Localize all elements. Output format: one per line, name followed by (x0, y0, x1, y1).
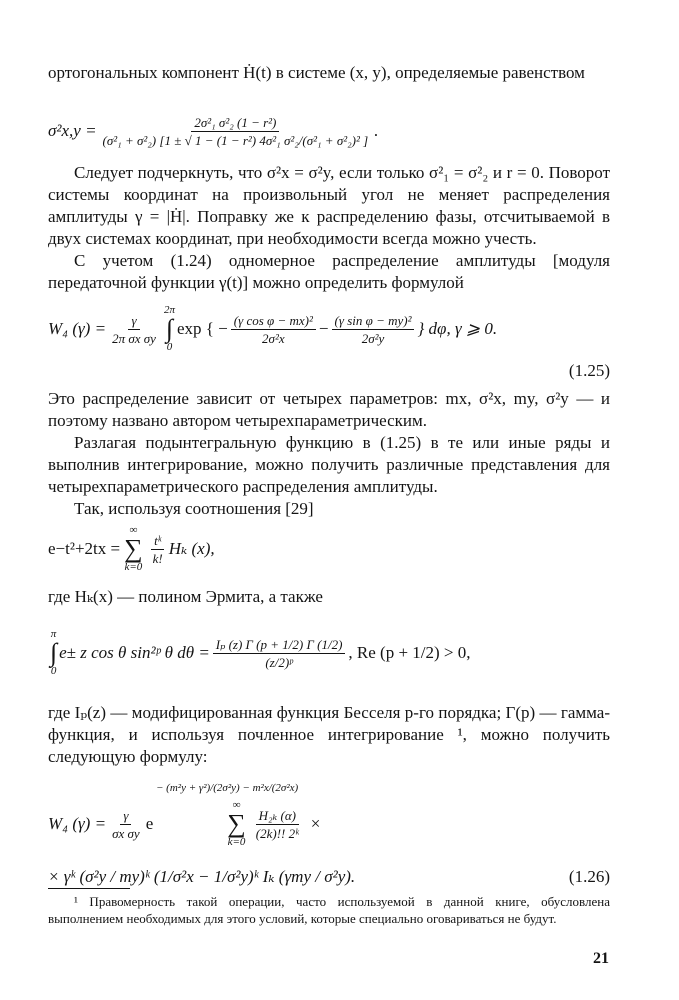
eq-bessel-num: Iₚ (z) Γ (p + 1/2) Γ (1/2) (213, 637, 346, 654)
equation-sigma (48, 106, 610, 156)
equation-number-1-25: (1.25) (568, 361, 610, 380)
equation-number-1-26: (1.26) (568, 867, 610, 886)
page-body (48, 62, 610, 926)
eq-sigma-fraction (100, 115, 372, 148)
eq126-fraction-1 (109, 808, 143, 841)
eq125-int-upper: 2π (163, 304, 175, 316)
sum-sign-icon: ∑ (227, 809, 246, 838)
eq125-number-row (48, 360, 610, 384)
eq-hermite-fraction (150, 533, 166, 566)
paragraph-3: С учетом (1.24) одномерное распределение амплитуды [модуля передаточной функции γ(t)] можно определить формулой (48, 251, 610, 292)
eq125-tail: } dφ, γ ⩾ 0. (417, 319, 498, 338)
eq-bessel-den: (z/2)ᵖ (265, 654, 293, 670)
eq125-f2-num: (γ cos φ − mx)² (231, 313, 316, 330)
eq-sigma-end: . (374, 121, 379, 140)
paragraph-4: Это распределение зависит от четырех параметров: mx, σ²x, my, σ²y — и поэтому названо автором четырехпараметрическим. (48, 389, 610, 430)
eq126-exponent: − (m²y + γ²)/(2σ²y) − m²x/(2σ²x) (156, 782, 299, 794)
paragraph-7: где Hₖ(x) — полином Эрмита, а также (48, 587, 323, 606)
eq125-exp: exp { − (176, 319, 228, 338)
page-number: 21 (593, 950, 609, 967)
integral-sign-icon: ∫ (50, 638, 58, 667)
eq126-f1-den: σx σy (112, 825, 140, 841)
eq125-f3-num: (γ sin φ − my)² (332, 313, 415, 330)
footnote-area (48, 888, 610, 927)
eq-hermite-sum-lower: k=0 (124, 561, 143, 573)
eq-hermite-lhs: e−t²+2tx = (48, 539, 121, 558)
eq126-times: × (310, 814, 321, 833)
eq125-int-lower: 0 (166, 341, 173, 353)
footnote-rule (48, 888, 130, 889)
eq-bessel-lhs: e± z cos θ sin²ᵖ θ dθ = (59, 643, 210, 662)
equation-hermite (48, 520, 610, 578)
paragraph-8: где Iₚ(z) — модифицированная функция Бесселя p-го порядка; Γ(p) — гамма-функция, и используя почленное интегрирование ¹, можно получить следующую формулу: (48, 703, 610, 766)
eq126-f2-den: (2k)!! 2ᵏ (255, 825, 299, 841)
eq-bessel-integral (50, 629, 57, 677)
footnote: ¹ Правомерность такой операции, часто используемой в данной книге, обусловлена выполнением необходимых для этого условий, которые специально оговариваться не будут. (48, 894, 610, 926)
eq-hermite-rhs: Hₖ (x), (168, 539, 215, 558)
paragraph-5: Разлагая подынтегральную функцию в (1.25) в те или иные ряды и выполнив интегрирование, можно получить различные представления для четырехпараметрического распределения амплитуды. (48, 433, 610, 496)
eq125-fraction-3 (332, 313, 415, 346)
eq125-integral (164, 305, 175, 353)
equation-1-26 (48, 776, 610, 904)
eq126-sum-lower: k=0 (227, 836, 246, 848)
eq126-sum-upper: ∞ (232, 799, 241, 811)
eq-bessel-condition: , Re (p + 1/2) > 0, (348, 643, 471, 662)
paragraph-2: Следует подчеркнуть, что σ²x = σ²y, если только σ²₁ = σ²₂ и r = 0. Поворот системы координат на произвольный угол не меняет распределения амплитуды γ = |Ḣ|. Поправку же к распределению фазы, отсчитываемой в двух системах координат, при необходимости всегда можно учесть. (48, 163, 610, 248)
sum-sign-icon: ∑ (124, 534, 143, 563)
paragraph-6: Так, используя соотношения [29] (74, 499, 314, 518)
eq125-f1-num: γ (128, 313, 139, 330)
eq125-f3-den: 2σ²y (361, 330, 385, 346)
eq-hermite-den: k! (152, 550, 163, 566)
eq-sigma-denominator: (σ²₁ + σ²₂) [1 ± √ 1 − (1 − r²) 4σ²₁ σ²₂/(σ²₁ + σ²₂)² ] (102, 132, 369, 148)
paragraph-1: ортогональных компонент Ḣ(t) в системе (x, y), определяемые равенством (48, 63, 585, 82)
eq125-f2-den: 2σ²x (262, 330, 285, 346)
equation-1-25 (48, 298, 610, 360)
eq126-lhs: W₄ (γ) = (48, 814, 107, 833)
eq126-f2-num: H₂ₖ (α) (256, 808, 299, 825)
eq-hermite-sum-upper: ∞ (129, 524, 138, 536)
eq125-f1-den: 2π σx σy (112, 330, 156, 346)
eq126-sum (227, 800, 246, 848)
eq-bessel-int-lower: 0 (50, 665, 57, 677)
eq126-fraction-2 (253, 808, 302, 841)
eq-sigma-numerator: 2σ²₁ σ²₂ (1 − r²) (191, 115, 279, 132)
equation-bessel (48, 614, 610, 692)
eq126-line-1 (48, 798, 320, 850)
eq125-lhs: W₄ (γ) = (48, 319, 107, 338)
eq125-fraction-2 (231, 313, 316, 346)
eq126-e: e (145, 814, 154, 833)
integral-sign-icon: ∫ (165, 314, 174, 343)
eq-sigma-lhs: σ²x,y = (48, 121, 97, 140)
eq-bessel-fraction (213, 637, 346, 670)
eq126-f1-num: γ (120, 808, 131, 825)
eq126-line-2-text: × γᵏ (σ²y / my)ᵏ (1/σ²x − 1/σ²y)ᵏ Iₖ (γmy / σ²y). (48, 867, 356, 886)
eq125-minus: − (318, 319, 329, 338)
eq-bessel-int-upper: π (50, 628, 57, 640)
eq-hermite-num: tᵏ (151, 533, 164, 550)
eq125-fraction-1 (109, 313, 159, 346)
eq-hermite-sum (124, 525, 143, 573)
